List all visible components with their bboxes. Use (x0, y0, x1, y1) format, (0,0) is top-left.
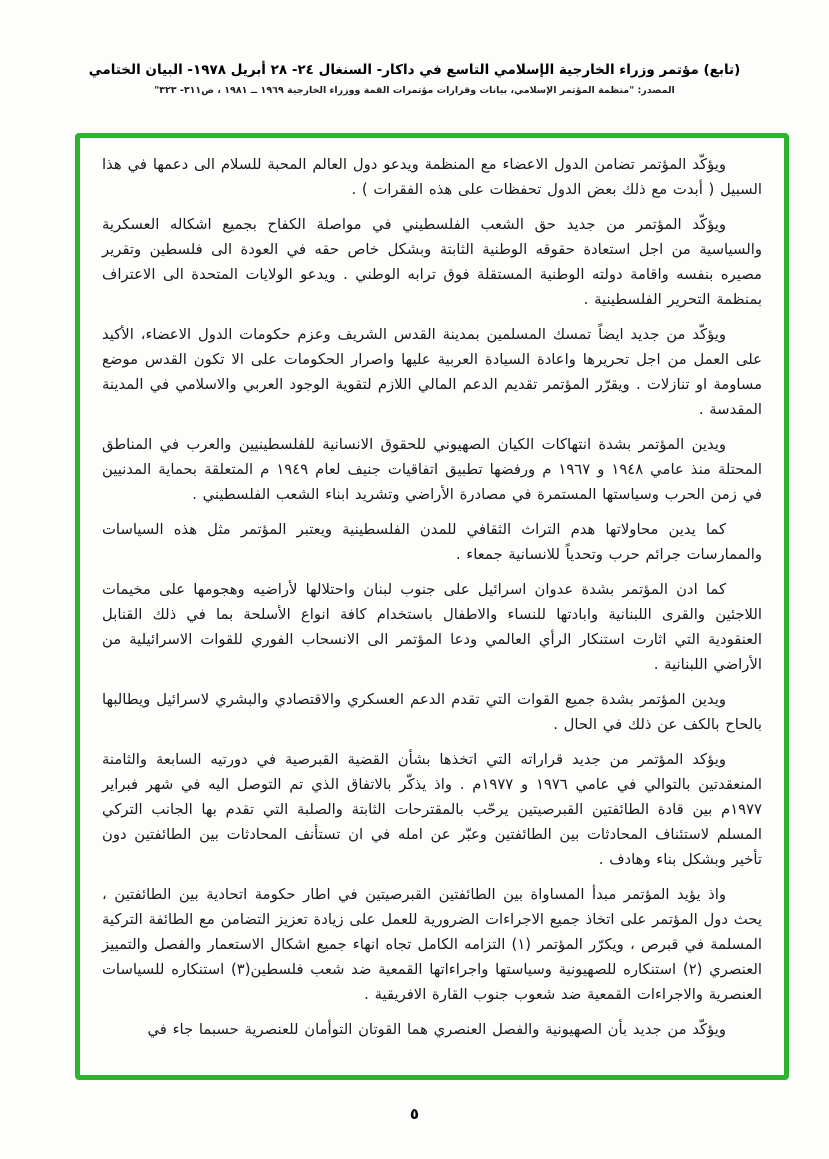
paragraph: ويؤكّد من جديد ايضاً تمسك المسلمين بمدينة القدس الشريف وعزم حكومات الدول الاعضاء، الأكيد على العمل من اجل تحريرها واعادة السيادة العربية عليها واصرار الحكومات على الا تكون القدس موضع مساومة او تنازلات . ويقرّر المؤتمر تقديم الدعم المالي اللازم لتقوية الوجود العربي والاسلامي في المدينة المقدسة . (102, 326, 762, 418)
paragraph: ويدين المؤتمر بشدة جميع القوات التي تقدم الدعم العسكري والاقتصادي والبشري لاسرائيل ويطالبها بالحاح بالكف عن ذلك في الحال . (102, 691, 762, 733)
paragraph: ويدين المؤتمر بشدة انتهاكات الكيان الصهيوني للحقوق الانسانية للفلسطينيين والعرب في المناطق المحتلة منذ عامي ١٩٤٨ و ١٩٦٧ م ورفضها تطبيق اتفاقيات جنيف لعام ١٩٤٩ م المتعلقة بحماية المدنيين في زمن الحرب وسياستها المستمرة في مصادرة الأراضي وتشريد ابناء الشعب الفلسطيني . (102, 436, 762, 503)
page-number: ٥ (409, 1105, 420, 1123)
paragraph: كما يدين محاولاتها هدم التراث الثقافي للمدن الفلسطينية ويعتبر المؤتمر مثل هذه السياسات والممارسات جرائم حرب وتحدياً للانسانية جمعاء . (102, 521, 762, 563)
paragraph: ويؤكّد المؤتمر تضامن الدول الاعضاء مع المنظمة ويدعو دول العالم المحبة للسلام الى دعمها في هذا السبيل ( أبدت مع ذلك بعض الدول تحفظات على هذه الفقرات ) . (102, 156, 762, 198)
green-highlight-annotation-box (75, 133, 789, 1080)
document-source-line: المصدر: "منظمة المؤتمر الإسلامي، بيانات وقرارات مؤتمرات القمة ووزراء الخارجية ١٩٦٩ ــ ١٩٨١ ، ص٣١١- ٣٢٣" (154, 85, 675, 97)
document-header (40, 60, 789, 96)
paragraph: ويؤكّد من جديد بأن الصهيونية والفصل العنصري هما القوتان التوأمان للعنصرية حسبما جاء في (147, 1021, 726, 1038)
paragraph: ويؤكّد المؤتمر من جديد حق الشعب الفلسطيني في مواصلة الكفاح بجميع اشكاله العسكرية والسياسية من اجل استعادة حقوقه الوطنية الثابتة وبشكل خاص حقه في العودة الى فلسطين وتقرير مصيره بنفسه واقامة دولته الوطنية المستقلة فوق ترابه الوطني . ويدعو الولايات المتحدة الى الاعتراف بمنظمة التحرير الفلسطينية . (102, 216, 762, 308)
paragraph: واذ يؤيد المؤتمر مبدأ المساواة بين الطائفتين القبرصيتين في اطار حكومة اتحادية بين الطائفتين ، يحث دول المؤتمر على اتخاذ جميع الاجراءات الضرورية للعمل على زيادة تعزيز التضامن مع الطائفة التركية المسلمة في قبرص ، ويكرّر المؤتمر (١) التزامه الكامل تجاه انهاء جميع اشكال الاستعمار والفصل والتمييز العنصري (٢) استنكاره للصهيونية وسياستها واجراءاتها القمعية ضد شعب فلسطين(٣) استنكاره للسياسات العنصرية والاجراءات القمعية ضد شعوب جنوب القارة الافريقية . (102, 886, 762, 1003)
document-title: (تابع) مؤتمر وزراء الخارجية الإسلامي التاسع في داكار- السنغال ٢٤- ٢٨ أبريل ١٩٧٨- البيان الختامي (88, 62, 741, 78)
paragraph: كما ادن المؤتمر بشدة عدوان اسرائيل على جنوب لبنان واحتلالها لأراضيه وهجومها على مخيمات اللاجئين والقرى اللبنانية وابادتها للنساء والاطفال باستخدام كافة انواع الأسلحة بما في ذلك القنابل العنقودية التي اثارت استنكار الرأي العالمي ودعا المؤتمر الى الانسحاب الفوري للقوات الاسرائيلية من الأراضي اللبنانية . (102, 581, 762, 673)
document-body (102, 152, 762, 1042)
paragraph: ويؤكد المؤتمر من جديد قراراته التي اتخذها بشأن القضية القبرصية في دورتيه السابعة والثامنة المنعقدتين بالتوالي في عامي ١٩٧٦ و ١٩٧٧م . واذ يذكّر بالاتفاق الذي تم التوصل اليه في شهر فبراير ١٩٧٧م بين قادة الطائفتين القبرصيتين يرحّب بالمقترحات الثابتة والصلبة التي تقدم بها الجانب التركي المسلم لاستئناف المحادثات بين الطائفتين وعبّر عن امله في ان تستأنف المحادثات بين الطائفتين دون تأخير وبشكل بناء وهادف . (102, 751, 762, 868)
